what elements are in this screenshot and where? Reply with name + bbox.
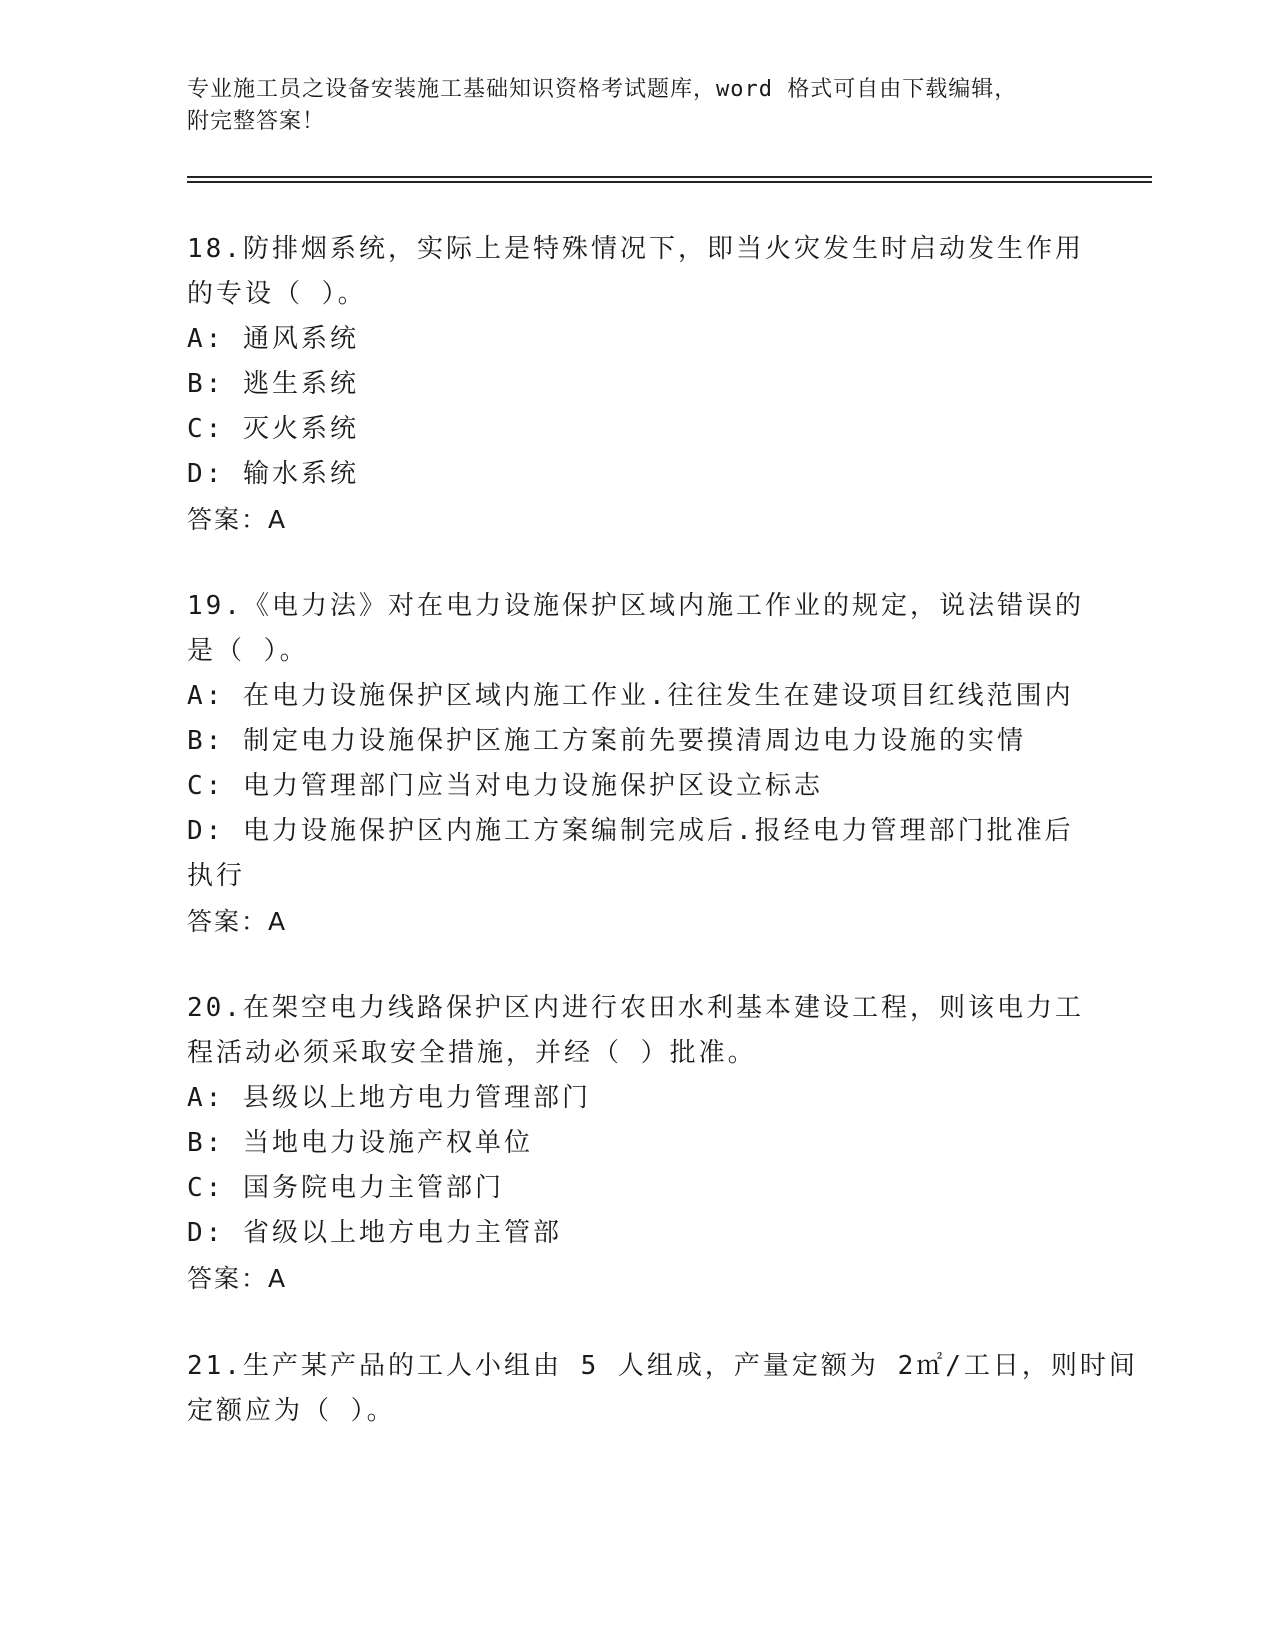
question-stem-continued: 定额应为（ ）。 xyxy=(187,1396,396,1426)
option-c: C: 国务院电力主管部门 xyxy=(187,1173,504,1203)
question-19 xyxy=(187,584,1087,944)
document-header xyxy=(187,74,1087,138)
option-c: C: 灭火系统 xyxy=(187,414,359,444)
header-line-1: 专业施工员之设备安装施工基础知识资格考试题库，word 格式可自由下载编辑， xyxy=(187,77,1018,102)
option-d: D: 输水系统 xyxy=(187,459,359,489)
option-a: A: 在电力设施保护区域内施工作业.往往发生在建设项目红线范围内 xyxy=(187,681,1074,711)
option-b: B: 逃生系统 xyxy=(187,369,359,399)
question-20 xyxy=(187,986,1087,1301)
question-stem: 18.防排烟系统，实际上是特殊情况下，即当火灾发生时启动发生作用 xyxy=(187,234,1084,264)
question-stem-continued: 程活动必须采取安全措施，并经（ ）批准。 xyxy=(187,1038,757,1068)
option-d-continued: 执行 xyxy=(187,861,246,891)
question-18 xyxy=(187,227,1087,542)
option-d: D: 电力设施保护区内施工方案编制完成后.报经电力管理部门批准后 xyxy=(187,816,1074,846)
answer-label: 答案：A xyxy=(187,907,288,936)
question-stem: 21.生产某产品的工人小组由 5 人组成，产量定额为 2㎡/工日，则时间 xyxy=(187,1351,1138,1381)
option-a: A: 通风系统 xyxy=(187,324,359,354)
answer-label: 答案：A xyxy=(187,505,288,534)
header-divider xyxy=(187,176,1152,183)
question-stem-continued: 的专设（ ）。 xyxy=(187,279,367,309)
option-c: C: 电力管理部门应当对电力设施保护区设立标志 xyxy=(187,771,823,801)
option-a: A: 县级以上地方电力管理部门 xyxy=(187,1083,591,1113)
option-d: D: 省级以上地方电力主管部 xyxy=(187,1218,562,1248)
question-21 xyxy=(187,1344,1138,1434)
header-line-2: 附完整答案！ xyxy=(187,109,326,134)
option-b: B: 制定电力设施保护区施工方案前先要摸清周边电力设施的实情 xyxy=(187,726,1026,756)
question-stem-continued: 是（ ）。 xyxy=(187,636,309,666)
option-b: B: 当地电力设施产权单位 xyxy=(187,1128,533,1158)
question-stem: 20.在架空电力线路保护区内进行农田水利基本建设工程，则该电力工 xyxy=(187,993,1084,1023)
question-stem: 19.《电力法》对在电力设施保护区域内施工作业的规定，说法错误的 xyxy=(187,591,1084,621)
answer-label: 答案：A xyxy=(187,1264,288,1293)
